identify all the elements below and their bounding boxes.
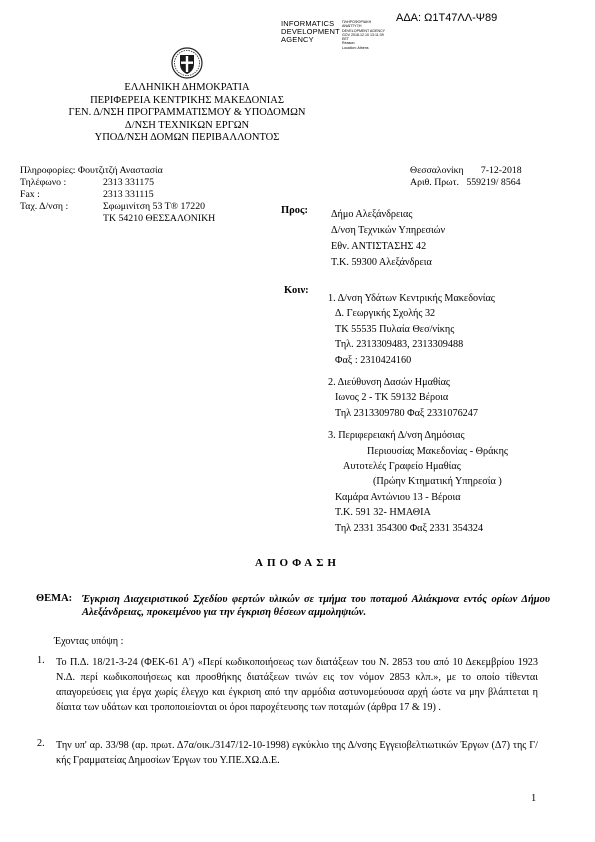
item-text: Το Π.Δ. 18/21-3-24 (ΦΕΚ-61 Α') «Περί κωδικοποιήσεως των διατάξεων του Ν. 2853 του από 10 Δεκεμβρίου 1923 Ν.Δ. περί κωδικοποιήσεως και προσθήκης διατάξεων τινών εις τον νόμον 2853 κλπ.», με το οποίο τίθενται απαγορεύσεις για έργα χωρίς έλεγχο και έγκριση από την αρμόδια αστυνομεύουσα αρχή ώστε να μην βλάπτεται η δίαιτα των υδάτων και τροποποιείονται οι όροι παροχέτευσης των ποταμών (άρθρα 17 & 19) . — [56, 657, 538, 713]
signature-line: GOV 2018.12.10 13:11:39 — [342, 32, 384, 37]
phone-label: Τηλέφωνο : — [20, 177, 67, 188]
signature-line: ΑΝΑΠΤΥΞΗ — [342, 24, 362, 29]
cc-line: 2. Διεύθυνση Δασών Ημαθίας — [328, 377, 450, 389]
greek-emblem-icon — [170, 46, 204, 80]
cc-line: Τηλ. 2313309483, 2313309488 — [335, 339, 464, 351]
recipient-line: Δ/νση Τεχνικών Υπηρεσιών — [331, 225, 446, 236]
recipient-line: Εθν. ΑΝΤΙΣΤΑΣΗΣ 42 — [331, 241, 427, 252]
digital-signature-text — [342, 20, 385, 50]
info-value: Φουτζιτζή Αναστασία — [77, 165, 163, 176]
address-label: Ταχ. Δ/νση : — [20, 201, 69, 212]
cc-line: Δ. Γεωργικής Σχολής 32 — [335, 308, 436, 320]
authority-line: ΠΕΡΙΦΕΡΕΙΑ ΚΕΝΤΡΙΚΗΣ ΜΑΚΕΔΟΝΙΑΣ — [90, 94, 284, 106]
cc-list — [328, 291, 508, 536]
protocol-number: 559219/ 8564 — [466, 177, 521, 188]
cc-line: Αυτοτελές Γραφείο Ημαθίας — [343, 461, 461, 473]
logo-line: AGENCY — [281, 35, 314, 44]
considering-heading: Έχοντας υπόψη : — [54, 636, 124, 647]
authority-line: Δ/ΝΣΗ ΤΕΧΝΙΚΩΝ ΕΡΓΩΝ — [124, 119, 250, 131]
date-block — [410, 165, 522, 189]
authority-line: ΓΕΝ. Δ/ΝΣΗ ΠΡΟΓΡΑΜΜΑΤΙΣΜΟΥ & ΥΠΟΔΟΜΩΝ — [68, 107, 306, 118]
fax-value: 2313 331115 — [103, 189, 154, 200]
cc-line: Τηλ 2313309780 Φαξ 2331076247 — [335, 407, 478, 419]
cc-line: Φαξ : 2310424160 — [335, 354, 412, 366]
cc-line: (Πρώην Κτηματική Υπηρεσία ) — [373, 476, 502, 488]
signature-line: EET — [342, 37, 349, 42]
cc-label: Κοιν: — [284, 285, 309, 296]
document-title: ΑΠΟΦΑΣΗ — [255, 557, 340, 569]
address-value: Σφωμινίτση 53 Τ® 17220 — [103, 201, 205, 212]
informatics-logo — [281, 20, 340, 44]
logo-line: DEVELOPMENT — [281, 27, 340, 36]
address-city: ΤΚ 54210 ΘΕΣΣΑΛΟΝΙΚΗ — [103, 213, 216, 224]
signature-line: Location: Athens — [342, 45, 369, 50]
cc-line: 3. Περιφερειακή Δ/νση Δημόσιας — [328, 430, 465, 442]
page-number: 1 — [531, 793, 537, 804]
signature-line: Reason: — [342, 41, 356, 46]
cc-line: Τηλ 2331 354300 Φαξ 2331 354324 — [335, 522, 484, 534]
item-text: Την υπ' αρ. 33/98 (αρ. πρωτ. Δ7α/οικ./3147/12-10-1998) εγκύκλιο της Δ/νσης Εγγειοβελτιωτικών Έργων (Δ7) της Γ/κής Γραμματείας Δημοσίων Έργων του Υ.ΠΕ.ΧΩ.Δ.Ε. — [56, 740, 538, 766]
info-label: Πληροφορίες: — [20, 165, 76, 176]
signature-line: ΠΛΗΡΟΦΟΡΙΑΚΗ — [342, 20, 372, 24]
recipient-line: Τ.Κ. 59300 Αλεξάνδρεια — [331, 257, 432, 268]
cc-line: Τ.Κ. 591 32- ΗΜΑΘΙΑ — [335, 507, 431, 519]
recipient-line: Δήμο Αλεξάνδρειας — [331, 209, 413, 220]
recipient-label: Προς: — [281, 205, 308, 216]
item-number: 1. — [37, 655, 45, 666]
cc-line: Ιωνος 2 - ΤΚ 59132 Βέροια — [335, 392, 449, 404]
recipient-address — [331, 207, 445, 271]
ada-code: ΑΔΑ: Ω1Τ47ΛΛ-Ψ89 — [396, 12, 498, 24]
phone-value: 2313 331175 — [103, 177, 155, 188]
cc-line: Καμάρα Αντώνιου 13 - Βέροια — [335, 491, 461, 503]
logo-line: INFORMATICS — [281, 19, 335, 28]
signature-line: DEVELOPMENT AGENCY — [342, 28, 386, 33]
cc-line: ΤΚ 55535 Πυλαία Θεσ/νίκης — [335, 323, 455, 335]
date-place: Θεσσαλονίκη — [410, 165, 464, 176]
subject-label: ΘΕΜΑ: — [36, 593, 73, 604]
item-number: 2. — [37, 738, 45, 749]
contact-block — [20, 165, 215, 225]
authority-line: ΥΠΟΔ/ΝΣΗ ΔΟΜΩΝ ΠΕΡΙΒΑΛΛΟΝΤΟΣ — [94, 132, 280, 143]
subject-text: Έγκριση Διαχειριστικού Σχεδίου φερτών υλικών σε τμήμα του ποταμού Αλιάκμονα εντός ορίων Δήμου Αλεξάνδρειας, προκειμένου για την έγκριση θέσεων αμμοληψιών. — [82, 594, 550, 619]
date-value: 7-12-2018 — [480, 165, 522, 176]
authority-line: ΕΛΛΗΝΙΚΗ ΔΗΜΟΚΡΑΤΙΑ — [124, 82, 250, 93]
fax-label: Fax : — [20, 189, 40, 200]
cc-line: 1. Δ/νση Υδάτων Κεντρικής Μακεδονίας — [328, 293, 495, 304]
cc-line: Περιουσίας Μακεδονίας - Θράκης — [367, 445, 508, 457]
protocol-label: Αριθ. Πρωτ. — [410, 177, 459, 188]
issuing-authority — [22, 82, 352, 145]
